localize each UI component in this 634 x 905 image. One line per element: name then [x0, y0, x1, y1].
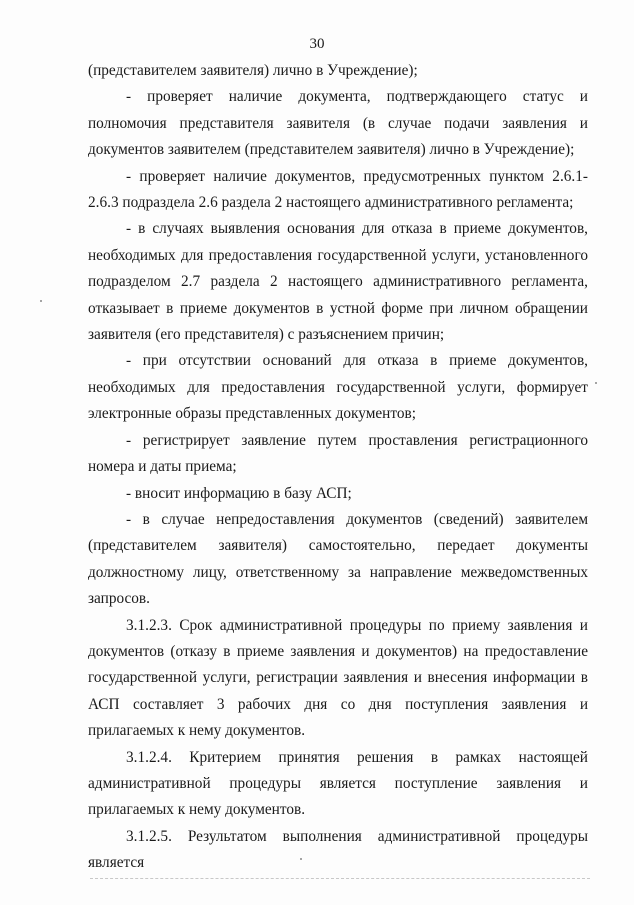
scan-speck	[595, 382, 597, 384]
paragraph-3-1-2-5: 3.1.2.5. Результатом выполнения административной процедуры является	[88, 827, 588, 872]
paragraph-registration: - регистрирует заявление путем проставления регистрационного номера и даты приема;	[88, 431, 588, 476]
scan-artifact-line	[90, 878, 590, 879]
scan-speck	[300, 858, 302, 860]
paragraph-3-1-2-3: 3.1.2.3. Срок административной процедуры по приему заявления и документов (отказу в приеме заявления и документов) на предоставление государственной услуги, регистрации заявления и внесения информации в АСП составляет 3 рабочих дня со дня поступления заявления и прилагаемых к нему документов.	[88, 616, 588, 740]
paragraph-check-authority: - проверяет наличие документа, подтверждающего статус и полномочия представителя заявителя (в случае подачи заявления и документов заявителем (представителем заявителя) лично в Учреждение);	[88, 88, 588, 159]
paragraph-3-1-2-4: 3.1.2.4. Критерием принятия решения в рамках настоящей административной процедуры является поступление заявления и прилагаемых к нему документов.	[88, 748, 588, 819]
paragraph-continuation: (представителем заявителя) лично в Учреждение);	[88, 62, 418, 79]
page-number: 30	[309, 36, 325, 52]
paragraph-interagency-requests: - в случае непредоставления документов (сведений) заявителем (представителем заявителя) самостоятельно, передает документы должностному лицу, ответственному за направление межведомственных запросов.	[88, 510, 588, 608]
scan-speck	[40, 300, 42, 302]
document-body	[88, 58, 588, 877]
paragraph-refusal: - в случаях выявления основания для отказа в приеме документов, необходимых для предоставления государственной услуги, установленного подразделом 2.7 раздела 2 настоящего административного регламента, отказывает в приеме документов в устной форме при личном обращении заявителя (его представителя) с разъяснением причин;	[88, 220, 588, 344]
paragraph-electronic-images: - при отсутствии оснований для отказа в приеме документов, необходимых для предоставления государственной услуги, формирует электронные образы представленных документов;	[88, 352, 588, 423]
paragraph-check-documents: - проверяет наличие документов, предусмотренных пунктом 2.6.1-2.6.3 подраздела 2.6 раздела 2 настоящего административного регламента;	[88, 167, 588, 212]
paragraph-asp-entry: - вносит информацию в базу АСП;	[126, 484, 352, 502]
